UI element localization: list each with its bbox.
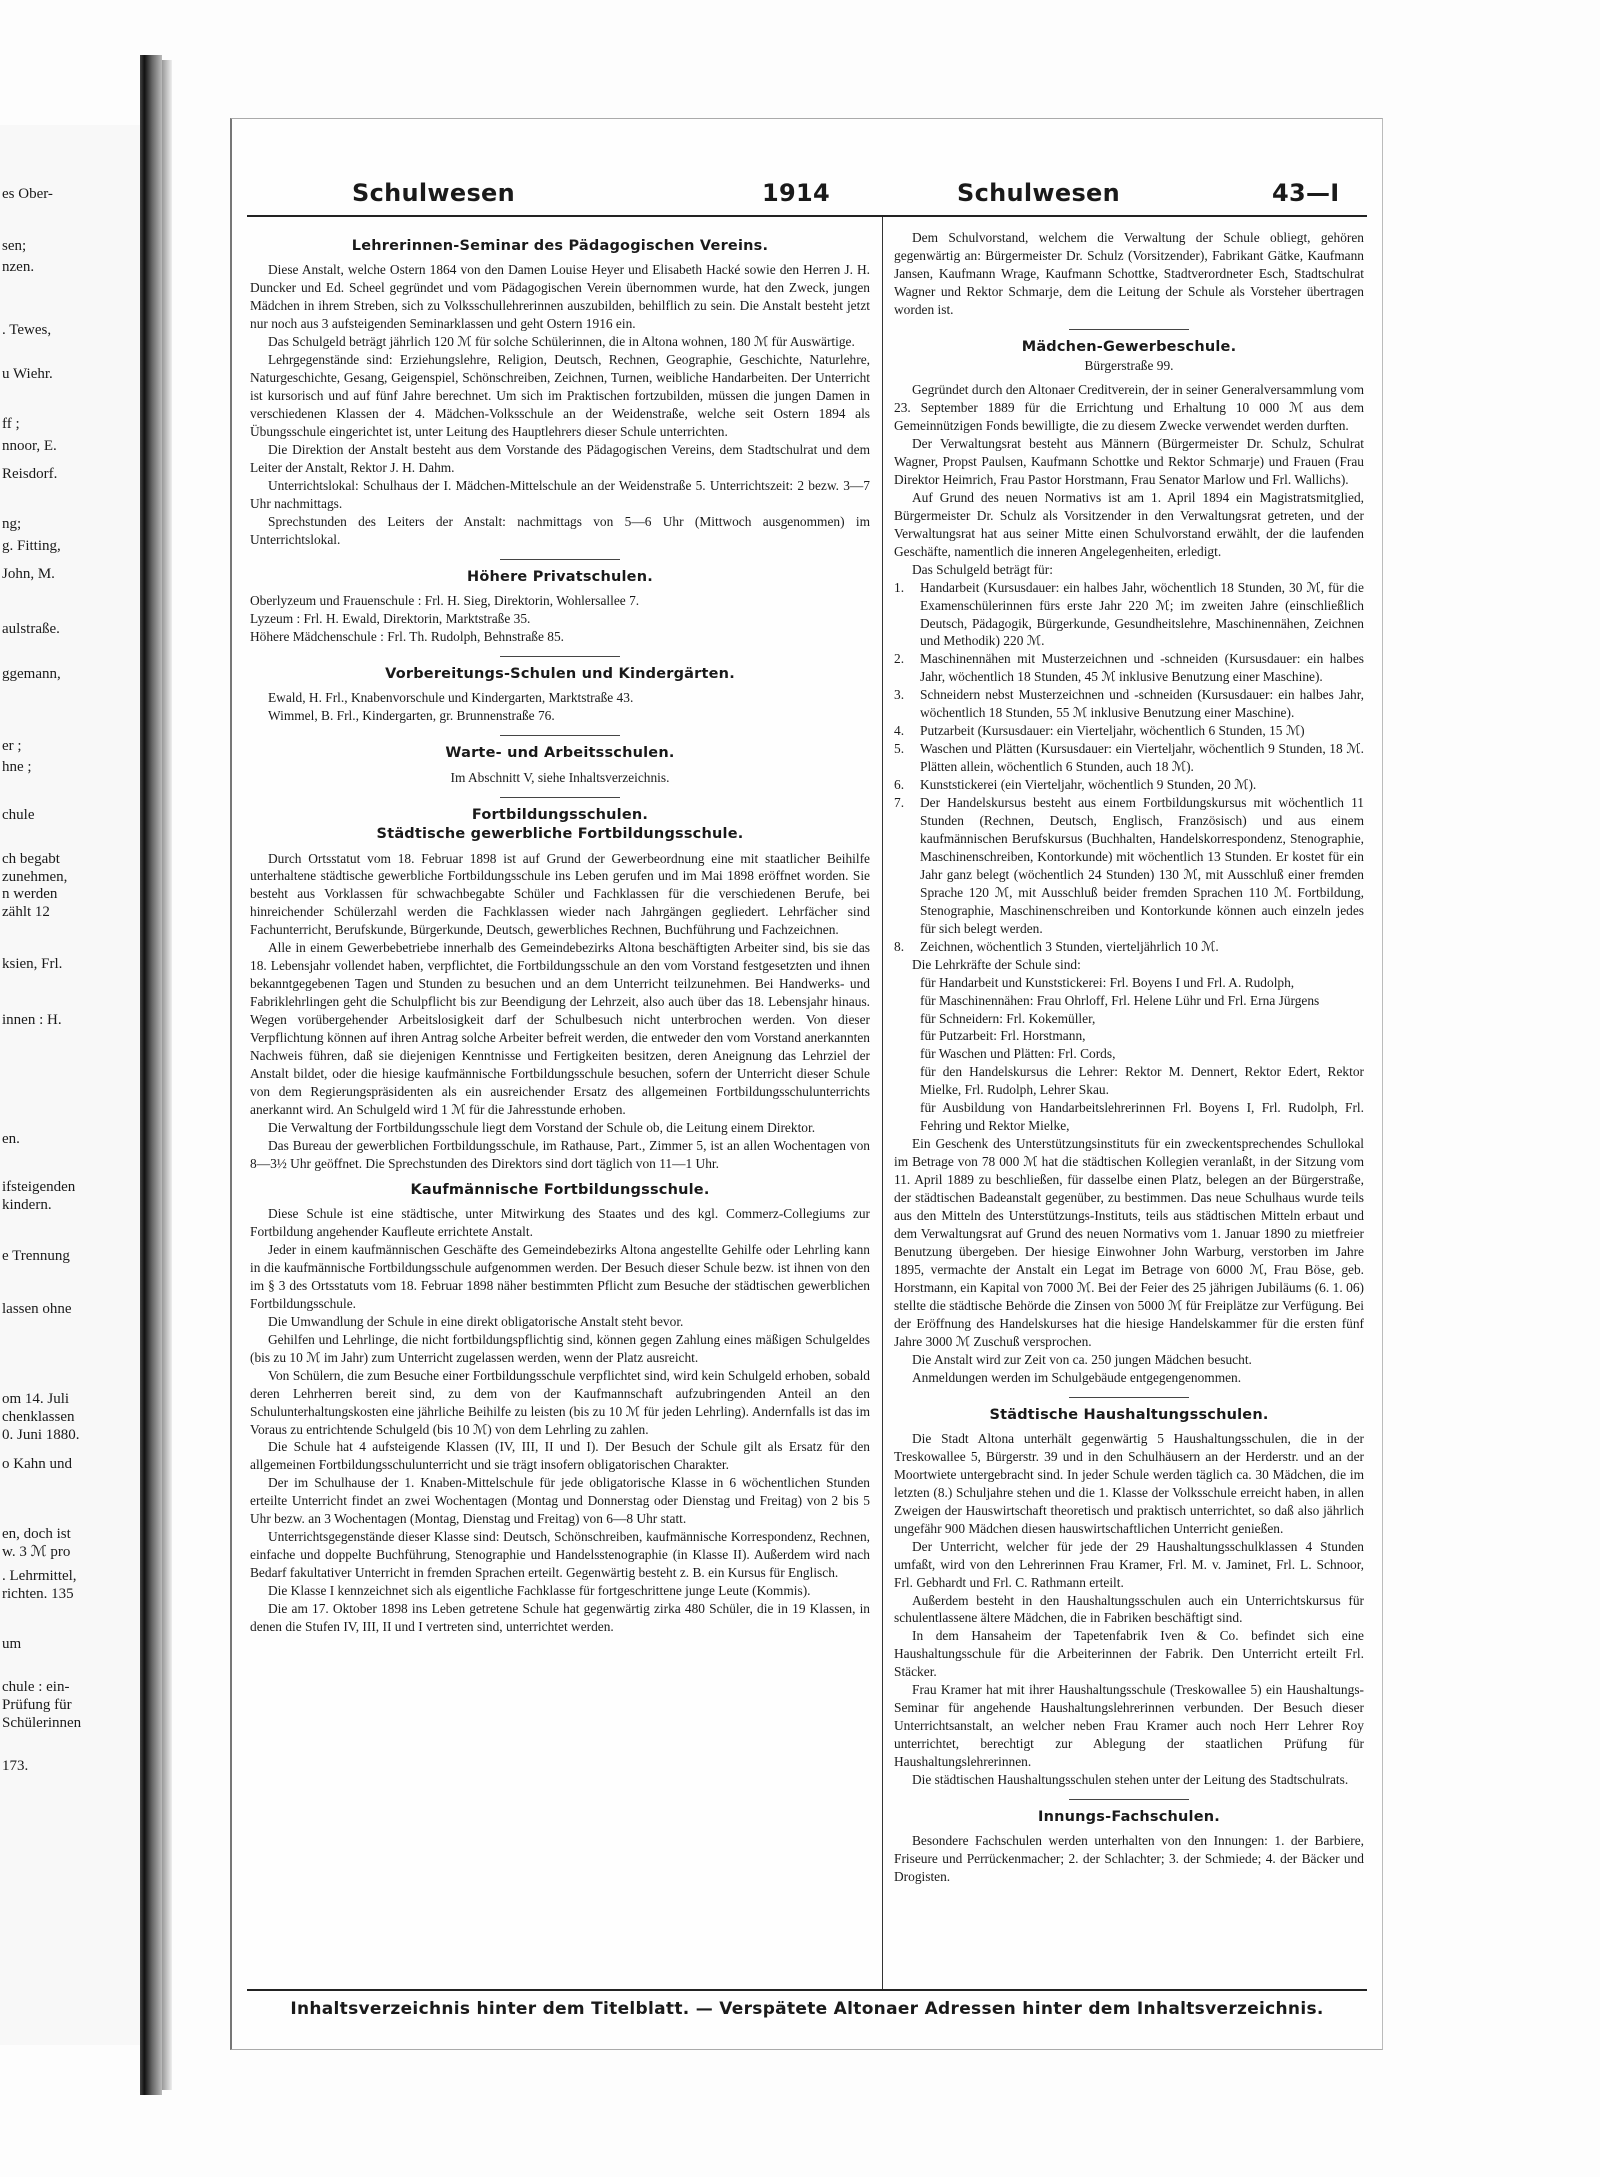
item-text: Zeichnen, wöchentlich 3 Stunden, vierteljährlich 10 ℳ.: [920, 938, 1219, 954]
previous-page-text-fragment: u Wiehr.: [2, 366, 53, 382]
book-gutter: [140, 55, 162, 2095]
teacher-line: für Handarbeit und Kunststickerei: Frl. Boyens I und Frl. A. Rudolph,: [920, 974, 1295, 990]
section-separator: [500, 735, 620, 736]
section-title-continuation: Fortbildungsschulen.: [471, 806, 649, 823]
section-separator: [1069, 1397, 1189, 1398]
paragraph: Die Anstalt wird zur Zeit von ca. 250 jungen Mädchen besucht.: [912, 1351, 1252, 1367]
section-title-household-schools: Städtische Haushaltungsschulen.: [989, 1406, 1269, 1423]
previous-page-text-fragment: hne ;: [2, 759, 32, 775]
list-item: [894, 776, 1364, 794]
paragraph: Diese Anstalt, welche Ostern 1864 von den Damen Louise Heyer und Elisabeth Hacké sowie den Herren J. H. Duncker und Ed. Scheel gegründet und vom Pädagogischen Verein übernommen wurde, hat den Zweck, jungen Mädchen in ihrem Streben, sich zu Volksschullehrerinnen auszubilden, behilflich zu sein. Die Anstalt besteht jetzt nur noch aus 3 aufsteigenden Seminarklassen und geht Ostern 1916 ein.: [250, 262, 870, 332]
list-item: [894, 722, 1364, 740]
previous-page-text-fragment: en, doch ist: [2, 1526, 71, 1542]
entry-line: Höhere Mädchenschule : Frl. Th. Rudolph, Behnstraße 85.: [250, 629, 564, 644]
section-separator: [1069, 329, 1189, 330]
item-text: Kunststickerei (ein Vierteljahr, wöchentlich 9 Stunden, 20 ℳ).: [920, 777, 1257, 793]
previous-page-text-fragment: ksien, Frl.: [2, 956, 63, 972]
paragraph: Ein Geschenk des Unterstützungsinstituts für ein zweckentsprechendes Schullokal im Betrage von 78 000 ℳ hat die städtischen Kollegien veranlaßt, in der Sitzung vom 11. April 1889 zu beschließen, für dasselbe einen Platz, belegen an der Bürgerstraße, der städtischen Badeanstalt gegenüber, zu bestimmen. Das neue Schulhaus wurde teils aus den Mitteln des Unterstützungs-Instituts, teils aus städtischen Mitteln erbaut und dem Verwaltungsrat auf Grund des neuen Normativs vom 1. Januar 1890 zu mietfreier Benutzung übergeben. Der hiesige Einwohner John Warburg, verstorben im Jahre 1895, vermachte der Anstalt ein Legat im Betrage von 6000 ℳ, Frau Böse, geb. Horstmann, ein Kapital von 7000 ℳ. Bei der Feier des 25 jährigen Jubiläums (6. 1. 06) stellte die städtische Behörde die Zinsen von 5000 ℳ für Freiplätze zur Verfügung. Bei der Eröffnung des Handelskurses hat die hiesige Handelskammer für die ersten fünf Jahre 3000 ℳ Zuschuß versprochen.: [894, 1136, 1364, 1349]
previous-page-text-fragment: um: [2, 1636, 22, 1652]
entry-line: Oberlyzeum und Frauenschule : Frl. H. Sieg, Direktorin, Wohlersallee 7.: [250, 593, 640, 609]
previous-page-text-fragment: es Ober-: [2, 186, 53, 202]
previous-page-text-fragment: ggemann,: [2, 666, 61, 682]
previous-page-text-fragment: richten. 135: [2, 1586, 74, 1602]
item-number: 8.: [894, 938, 905, 954]
paragraph: Unterrichtslokal: Schulhaus der I. Mädchen-Mittelschule an der Weidenstraße 5. Unterrichtszeit: 2 bezw. 3—7 Uhr nachmittags.: [250, 477, 870, 511]
book-gutter-shadow: [162, 60, 172, 2090]
paragraph: Außerdem besteht in den Haushaltungsschulen auch ein Unterrichtskursus für schulentlassene ältere Mädchen, die in Fabriken beschäftigt sind.: [894, 1592, 1364, 1626]
previous-page-text-fragment: John, M.: [2, 566, 55, 582]
paragraph: Die städtischen Haushaltungsschulen stehen unter der Leitung des Stadtschulrats.: [912, 1772, 1349, 1788]
item-text: Waschen und Plätten (Kursusdauer: ein Vierteljahr, wöchentlich 9 Stunden, 18 ℳ. Plätten allein, wöchentlich 6 Stunden, auch 18 ℳ).: [920, 741, 1364, 775]
previous-page-text-fragment: er ;: [2, 738, 22, 754]
previous-page-text-fragment: om 14. Juli: [2, 1391, 70, 1407]
section-separator: [500, 656, 620, 657]
previous-page-text-fragment: innen : H.: [2, 1012, 62, 1028]
previous-page-text-fragment: Prüfung für: [2, 1697, 72, 1713]
fee-list: [894, 579, 1364, 956]
item-number: 7.: [894, 795, 905, 811]
right-column: [894, 229, 1364, 1997]
previous-page-text-fragment: nnoor, E.: [2, 438, 57, 454]
section-separator: [1069, 1799, 1189, 1800]
previous-page-text-fragment: o Kahn und: [2, 1456, 72, 1472]
paragraph: Auf Grund des neuen Normativs ist am 1. April 1894 ein Magistratsmitglied, Bürgermeister Dr. Schulz als Vorsitzender in den Verwaltungsrat getreten, und der Verwaltungsrat hat aus seiner Mitte einen Schulvorstand erwählt, der die laufenden Geschäfte, namentlich die inneren Angelegenheiten, erledigt.: [894, 489, 1364, 559]
paragraph: Jeder in einem kaufmännischen Geschäfte des Gemeindebezirks Altona angestellte Gehilfe oder Lehrling kann in die kaufmännische Fortbildungsschule aufgenommen werden. Der Besuch dieser Schule bezw. ist ihnen von den im § 3 des Ortsstatuts vom 18. Februar 1898 näher bestimmten Pflicht zum Besuche der städtischen gewerblichen Fortbildungsschule.: [250, 1241, 870, 1311]
section-title-guild-schools: Innungs-Fachschulen.: [1038, 1809, 1220, 1825]
paragraph: Die Direktion der Anstalt besteht aus dem Vorstande des Pädagogischen Vereins, dem Stadtschulrat und dem Leiter der Anstalt, Rektor J. H. Dahm.: [250, 441, 870, 475]
paragraph: Dem Schulvorstand, welchem die Verwaltung der Schule obliegt, gehören gegenwärtig an: Bürgermeister Dr. Schulz (Vorsitzender), Fabrikant Gätke, Kaufmann Jansen, Kaufmann Wrage, Kaufmann Schottke, Stadtverordneter Esch, Stadtschulrat Wagner und Rektor Schmarje, dem die Leitung der Schule als Vorsteher übertragen worden ist.: [894, 230, 1364, 317]
address: Bürgerstraße 99.: [1084, 358, 1174, 374]
previous-page-text-fragment: en.: [2, 1131, 20, 1147]
paragraph: Der im Schulhause der 1. Knaben-Mittelschule für jede obligatorische Klasse in 6 wöchentlichen Stunden erteilte Unterricht findet an zwei Wochentagen (Montag und Donnerstag oder Dienstag und Freitag) von 2 bis 5 Uhr bezw. an 3 Wochentagen (Montag, Dienstag und Freitag) von 6—8 Uhr statt.: [250, 1475, 870, 1527]
previous-page-text-fragment: sen;: [2, 238, 27, 254]
list-item: [894, 579, 1364, 651]
list-item: [894, 794, 1364, 938]
paragraph: Die am 17. Oktober 1898 ins Leben getretene Schule hat gegenwärtig zirka 480 Schüler, die in 19 Klassen, in denen die Stufen IV, III, II und I vertreten sind, unterrichtet werden.: [250, 1601, 870, 1634]
previous-page-text-fragment: chule: [2, 807, 35, 823]
previous-page-text-fragment: 0. Juni 1880.: [2, 1427, 80, 1443]
paragraph: Diese Schule ist eine städtische, unter Mitwirkung des Staates und des kgl. Commerz-Collegiums zur Fortbildung angehender Kaufleute errichtete Anstalt.: [250, 1206, 870, 1240]
section-subtitle-trade-school: Städtische gewerbliche Fortbildungsschule.: [376, 826, 744, 843]
paragraph: Durch Ortsstatut vom 18. Februar 1898 ist auf Grund der Gewerbeordnung eine mit staatlicher Beihilfe unterhaltene städtische gewerbliche Fortbildungsschule ins Leben gerufen und im Mai 1898 eröffnet worden. Sie besteht aus Vorklassen für schwachbegabte Schüler und Fachklassen für die verschiedenen Berufe, bei hinreichender Schülerzahl werden die Fachklassen wieder nach Jahrgängen gegliedert. Lehrfächer sind Fachunterricht, Berufskunde, Bürgerkunde, Deutsch, gewerbliches Rechnen, Buchführung und Fachzeichnen.: [250, 850, 870, 938]
previous-page-text-fragment: zählt 12: [2, 904, 50, 920]
teacher-line: für Putzarbeit: Frl. Horstmann,: [920, 1028, 1086, 1044]
list-item: [894, 650, 1364, 686]
page-number: 43—I: [1272, 179, 1340, 207]
previous-page-text-fragment: nzen.: [2, 259, 35, 275]
previous-page-text-fragment: Schülerinnen: [2, 1715, 82, 1731]
paragraph: Das Bureau der gewerblichen Fortbildungsschule, im Rathause, Part., Zimmer 5, ist an allen Wochentagen von 8—3½ Uhr geöffnet. Die Sprechstunden des Direktors sind dort täglich von 11—1 Uhr.: [250, 1137, 870, 1171]
previous-page-text-fragment: kindern.: [2, 1197, 52, 1213]
section-separator: [500, 797, 620, 798]
previous-page-edge: [0, 125, 160, 2045]
previous-page-text-fragment: ch begabt: [2, 851, 60, 867]
paragraph: Die Verwaltung der Fortbildungsschule liegt dem Vorstand der Schule ob, die Leitung einem Direktor.: [268, 1119, 816, 1135]
paragraph: Die Stadt Altona unterhält gegenwärtig 5 Haushaltungsschulen, die in der Treskowallee 5, Bürgerstr. 39 und in den Schulhäusern an der Herderstr. und an der Moortwiete untergebracht sind. In jeder Schule werden täglich ca. 30 Mädchen, die im letzten (8.) Schuljahre stehen und die 1. Klasse der Volksschule erreicht haben, in allen Zweigen der Hauswirtschaft theoretisch und praktisch unterrichtet, so daß also jährlich ungefähr 900 Mädchen diesen hauswirtschaftlichen Unterricht genießen.: [894, 1430, 1364, 1536]
section-title-private-schools: Höhere Privatschulen.: [467, 568, 653, 585]
running-head-year: 1914: [762, 179, 830, 207]
previous-page-text-fragment: zunehmen,: [2, 869, 68, 885]
teacher-line: für Maschinennähen: Frau Ohrloff, Frl. Helene Lühr und Frl. Erna Jürgens: [920, 992, 1320, 1008]
previous-page-text-fragment: ff ;: [2, 416, 20, 432]
section-title-commercial-school: Kaufmännische Fortbildungsschule.: [410, 1181, 710, 1198]
previous-page-text-fragment: chule : ein-: [2, 1679, 70, 1695]
section-title-girls-trade-school: Mädchen-Gewerbeschule.: [1021, 338, 1237, 355]
paragraph: Das Schulgeld beträgt jährlich 120 ℳ für solche Schülerinnen, die in Altona wohnen, 180 ℳ für Auswärtige.: [268, 334, 855, 350]
paragraph: Gehilfen und Lehrlinge, die nicht fortbildungspflichtig sind, können gegen Zahlung eines mäßigen Schulgeldes (bis zu 10 ℳ im Jahr) zum Unterricht zugelassen werden, wenn der Platz ausreicht.: [250, 1331, 870, 1365]
previous-page-text-fragment: . Lehrmittel,: [2, 1568, 77, 1584]
entry-line: Lyzeum : Frl. H. Ewald, Direktorin, Marktstraße 35.: [250, 611, 531, 627]
section-title-work-schools: Warte- und Arbeitsschulen.: [445, 745, 675, 762]
list-item: [894, 686, 1364, 722]
column-divider: [882, 217, 883, 1989]
fee-intro: Das Schulgeld beträgt für:: [912, 561, 1053, 577]
item-number: 6.: [894, 777, 905, 793]
previous-page-text-fragment: e Trennung: [2, 1248, 70, 1264]
item-number: 2.: [894, 651, 905, 667]
left-column: [250, 229, 870, 1997]
footer-note: Inhaltsverzeichnis hinter dem Titelblatt. — Verspätete Altonaer Adressen hinter dem Inhaltsverzeichnis.: [290, 1999, 1324, 2019]
previous-page-text-fragment: aulstraße.: [2, 621, 60, 637]
teacher-line: für Ausbildung von Handarbeitslehrerinnen Frl. Boyens I, Frl. Rudolph, Frl. Fehring und Rektor Mielke,: [920, 1100, 1364, 1134]
item-number: 5.: [894, 741, 905, 757]
paragraph: Der Verwaltungsrat besteht aus Männern (Bürgermeister Dr. Schulz, Schulrat Wagner, Propst Paulsen, Kaufmann Schottke und Rektor Schmarje) und Frauen (Frau Direktor Heimrich, Frau Pastor Horstmann, Frau Senator Marlow und Frl. Wallichs).: [894, 436, 1364, 487]
item-text: Handarbeit (Kursusdauer: ein halbes Jahr, wöchentlich 18 Stunden, 30 ℳ, für die Examenschülerinnen fürs erste Jahr 220 ℳ; im zweiten Jahre (einschließlich Deutsch, Pädagogik, Bürgerkunde, Gesundheitslehre, Maschinennähen, Zeichnen und Methodik) 220 ℳ.: [920, 579, 1364, 649]
paragraph: Die Klasse I kennzeichnet sich als eigentliche Fachklasse für fortgeschrittene junge Leute (Kommis).: [268, 1583, 811, 1599]
paragraph: Anmeldungen werden im Schulgebäude entgegengenommen.: [912, 1369, 1242, 1385]
paragraph: Besondere Fachschulen werden unterhalten von den Innungen: 1. der Barbiere, Friseure und Perrückenmacher; 2. der Schlachter; 3. der Schmiede; 4. der Bäcker und Drogisten.: [894, 1833, 1364, 1885]
section-title-preparatory: Vorbereitungs-Schulen und Kindergärten.: [385, 665, 735, 682]
previous-page-text-fragment: . Tewes,: [2, 322, 52, 338]
teachers-intro: Die Lehrkräfte der Schule sind:: [912, 956, 1081, 972]
item-text: Der Handelskursus besteht aus einem Fortbildungskursus mit wöchentlich 11 Stunden (Rechnen, Deutsch, Englisch, Französisch) und aus einem kaufmännischen Berufskursus (Buchhalten, Handelskorrespondenz, Stenographie, Maschinenschreiben, Kontorkunde) mit wöchentlich 13 Stunden. Er kostet für ein Jahr ganz belegt (wöchentlich 24 Stunden) 130 ℳ, mit Ausschluß einer fremden Sprache 120 ℳ, mit Ausschluß beider fremden Sprachen 110 ℳ. Fortbildung, Stenographie, Maschinenschreiben und Kontorkunde können auch einzeln jedes für sich belegt werden.: [920, 795, 1364, 936]
seminar-body: [250, 261, 870, 548]
paragraph: Lehrgegenstände sind: Erziehungslehre, Religion, Deutsch, Rechnen, Geographie, Geschichte, Naturlehre, Naturgeschichte, Gesang, Geigenspiel, Schönschreiben, Zeichnen, Turnen, weibliche Handarbeiten. Der Unterricht ist kursorisch und auf fünf Jahre berechnet. Um sich im Praktischen fortzubilden, müssen die jungen Damen in verschiedenen Klassen der 4. Mädchen-Volksschule an der Weidenstraße, welche seit Ostern 1894 als Übungsschule eingerichtet ist, unter Leitung des Hauptlehrers dieser Schule unterrichten.: [250, 352, 870, 439]
paragraph: Die Umwandlung der Schule in eine direkt obligatorische Anstalt steht bevor.: [268, 1313, 684, 1329]
previous-page-text-fragment: ng;: [2, 516, 22, 532]
previous-page-text-fragment: 173.: [2, 1758, 29, 1774]
list-item: [894, 938, 1364, 956]
paragraph: Alle in einem Gewerbebetriebe innerhalb des Gemeindebezirks Altona beschäftigten Arbeiter sind, bis sie das 18. Lebensjahr vollendet haben, verpflichtet, die Fortbildungsschule an den vom Vorstand festgesetzten und ihnen bekanntgegebenen Tagen und Stunden zu besuchen und an dem Unterricht teilzunehmen. Bei Handwerks- und Fabriklehrlingen geht die Schulpflicht bis zur Beendigung der Lehrzeit, also auch über das 18. Lebensjahr hinaus. Wegen vorübergehender Arbeitslosigkeit darf der Schulbesuch nicht unterbrochen werden. Von dieser Verpflichtung können auf ihren Antrag solche Arbeiter befreit werden, die entweder den vom Vorstand anerkannten Nachweis führen, daß sie diejenigen Kenntnisse und Fertigkeiten besitzen, deren Aneignung das Lehrziel der Anstalt bildet, oder die hiesige kaufmännische Fortbildungsschule besuchen, sofern der Unterricht dieser Schule von dem Regierungspräsidenten als ein ausreichender Ersatz des allgemeinen Fortbildungsschulunterrichts anerkannt wird. An Schulgeld wird 1 ℳ für die Jahresstunde erhoben.: [250, 940, 870, 1117]
paragraph: Die Schule hat 4 aufsteigende Klassen (IV, III, II und I). Der Besuch der Schule gilt als Ersatz für den allgemeinen Fortbildungsschulunterricht und sie trägt insofern obligatorischen Charakter.: [250, 1439, 870, 1473]
item-number: 3.: [894, 687, 905, 703]
previous-page-text-fragment: Reisdorf.: [2, 466, 58, 482]
previous-page-text-fragment: ifsteigenden: [2, 1179, 76, 1195]
header-rule: [247, 215, 1367, 217]
entry-line: Ewald, H. Frl., Knabenvorschule und Kindergarten, Marktstraße 43.: [268, 690, 634, 706]
item-text: Putzarbeit (Kursusdauer: ein Vierteljahr, wöchentlich 6 Stunden, 15 ℳ): [920, 723, 1305, 739]
section-separator: [500, 559, 620, 560]
paragraph: Unterrichtsgegenstände dieser Klasse sind: Deutsch, Schönschreiben, kaufmännische Korrespondenz, Rechnen, einfache und doppelte Buchführung, Stenographie und Handelsstenographie (in Klasse II). Außerdem wird nach Bedarf fakultativer Unterricht in fremden Sprachen erteilt. Gegenwärtig besteht z. B. ein Kursus für Englisch.: [250, 1529, 870, 1581]
section-title-seminar: Lehrerinnen-Seminar des Pädagogischen Vereins.: [351, 238, 769, 254]
entry-line: Wimmel, B. Frl., Kindergarten, gr. Brunnenstraße 76.: [268, 708, 555, 724]
teacher-line: für Schneidern: Frl. Kokemüller,: [920, 1010, 1096, 1026]
running-head-right: Schulwesen: [957, 179, 1121, 207]
list-item: [894, 740, 1364, 776]
teacher-line: für Waschen und Plätten: Frl. Cords,: [920, 1046, 1116, 1062]
item-number: 4.: [894, 723, 905, 739]
running-head-left: Schulwesen: [352, 179, 516, 207]
previous-page-text-fragment: lassen ohne: [2, 1301, 72, 1317]
footer-rule: [247, 1989, 1367, 1991]
cross-reference: Im Abschnitt V, siehe Inhaltsverzeichnis.: [450, 769, 670, 785]
page: [230, 118, 1383, 2050]
item-text: Schneidern nebst Musterzeichnen und -schneiden (Kursusdauer: ein halbes Jahr, wöchentlich 18 Stunden, 55 ℳ inklusive Benutzung einer Maschine).: [920, 687, 1364, 721]
teacher-list: [894, 974, 1364, 1136]
paragraph: Der Unterricht, welcher für jede der 29 Haushaltungsschulklassen 4 Stunden umfaßt, wird von den Lehrerinnen Frau Kramer, Frl. M. v. Jaminet, Frl. L. Schnoor, Frl. Gebhardt und Frl. C. Rathmann erteilt.: [894, 1538, 1364, 1590]
paragraph: In dem Hansaheim der Tapetenfabrik Iven & Co. befindet sich eine Haushaltungsschule für die Arbeiterinnen der Fabrik. Den Unterricht erteilt Frl. Stäcker.: [894, 1628, 1364, 1680]
previous-page-text-fragment: chenklassen: [2, 1409, 75, 1425]
item-number: 1.: [894, 579, 905, 595]
previous-page-text-fragment: w. 3 ℳ pro: [2, 1544, 71, 1560]
item-text: Maschinennähen mit Musterzeichnen und -schneiden (Kursusdauer: ein halbes Jahr, wöchentlich 18 Stunden, 45 ℳ inklusive Benutzung einer Maschine).: [920, 651, 1364, 685]
paragraph: Sprechstunden des Leiters der Anstalt: nachmittags von 5—6 Uhr (Mittwoch ausgenommen) im Unterrichtslokal.: [250, 513, 870, 547]
previous-page-text-fragment: n werden: [2, 886, 58, 902]
paragraph: Von Schülern, die zum Besuche einer Fortbildungsschule verpflichtet sind, wird kein Schulgeld erhoben, sobald deren Lehrherren bereit sind, zu dem von der Kaufmannschaft aufzubringenden Anteil an den Schulunterhaltungskosten eine jährliche Beihilfe zu leisten (bis zu 10 ℳ für jeden Lehrling). Andernfalls ist das im Voraus zu entrichtende Schulgeld (bis 10 ℳ) von dem Lehrling zu zahlen.: [250, 1367, 870, 1437]
previous-page-text-fragment: g. Fitting,: [2, 538, 61, 554]
teacher-line: für den Handelskursus die Lehrer: Rektor M. Dennert, Rektor Edert, Rektor Mielke, Frl. Rudolph, Lehrer Skau.: [920, 1064, 1364, 1098]
paragraph: Frau Kramer hat mit ihrer Haushaltungsschule (Treskowallee 5) ein Haushaltungs-Seminar für angehende Haushaltungslehrerinnen verbunden. Der Besuch dieser Unterrichtsanstalt, an welcher neben Frau Kramer auch noch Herr Lehrer Roy unterrichtet, berechtigt zur Ablegung der staatlichen Prüfung für Haushaltungslehrerinnen.: [894, 1682, 1364, 1770]
paragraph: Gegründet durch den Altonaer Creditverein, der in seiner Generalversammlung vom 23. September 1889 für die Errichtung und Erhaltung 10 000 ℳ aus dem Gemeinnützigen Fonds bewilligte, die zu diesem Zwecke verwendet werden durften.: [894, 382, 1364, 434]
